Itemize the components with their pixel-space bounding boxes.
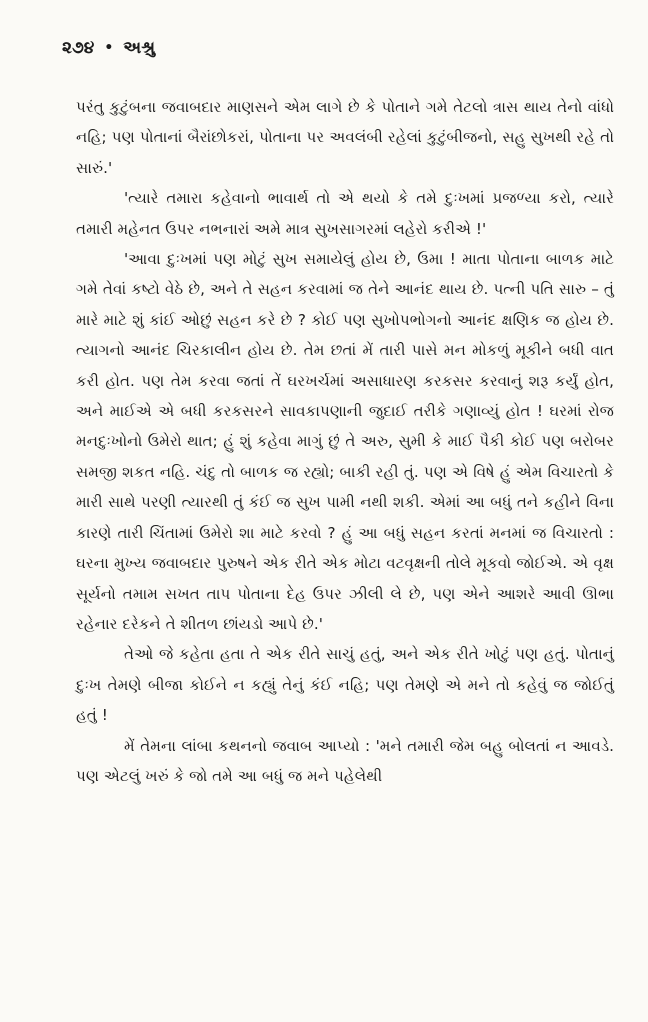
book-title: અશ્રુ: [123, 38, 156, 58]
paragraph-4: તેઓ જે કહેતા હતા તે એક રીતે સાચું હતું, અને એક રીતે ખોટું પણ હતું. પોતાનું દુઃખ તેમણે બીજા કોઈને ન કહ્યું તેનું કંઈ નહિ; પણ તેમણે એ મને તો કહેવું જ જોઈતું હતું !: [76, 645, 614, 725]
paragraph-3: 'આવા દુઃખમાં પણ મોટું સુખ સમાયેલું હોય છે, ઉમા ! માતા પોતાના બાળક માટે ગમે તેવાં કષ્ટો વેઠે છે, અને તે સહન કરવામાં જ તેને આનંદ થાય છે. પત્ની પતિ સારુ – તું મારે માટે શું કાંઈ ઓછું સહન કરે છે ? કોઈ પણ સુખોપભોગનો આનંદ ક્ષણિક જ હોય છે. ત્યાગનો આનંદ ચિરકાલીન હોય છે. તેમ છતાં મેં તારી પાસે મન મોકળું મૂકીને બધી વાત કરી હોત. પણ તેમ કરવા જતાં તેં ઘરખર્ચમાં અસાધારણ કરકસર કરવાનું શરૂ કર્યું હોત, અને માઈએ એ બધી કરકસરને સાવકાપણાની જુદાઈ તરીકે ગણાવ્યું હોત ! ઘરમાં રોજ મનદુઃખોનો ઉમેરો થાત; હું શું કહેવા માગું છું તે અરુ, સુમી કે માઈ પૈકી કોઈ પણ બરોબર સમજી શકત નહિ. ચંદુ તો બાળક જ રહ્યો; બાકી રહી તું. પણ એ વિષે હું એમ વિચારતો કે મારી સાથે પરણી ત્યારથી તું કંઈ જ સુખ પામી નથી શકી. એમાં આ બધું તને કહીને વિના કારણે તારી ચિંતામાં ઉમેરો શા માટે કરવો ? હું આ બધું સહન કરતાં મનમાં જ વિચારતો : ઘરના મુખ્ય જવાબદાર પુરુષને એક રીતે એક મોટા વટવૃક્ષની તોલે મૂકવો જોઈએ. એ વૃક્ષ સૂર્યનો તમામ સખત તાપ પોતાના દેહ ઉપર ઝીલી લે છે, પણ એને આશરે આવી ઊભા રહેનાર દરેકને તે શીતળ છાંયડો આપે છે.': [76, 250, 614, 633]
header-bullet: •: [104, 40, 114, 56]
running-header: [62, 30, 614, 66]
paragraph-5: મેં તેમના લાંબા કથનનો જવાબ આપ્યો : 'મને તમારી જેમ બહુ બોલતાં ન આવડે. પણ એટલું ખરું કે જો તમે આ બધું જ મને પહેલેથી: [76, 736, 614, 785]
body-text: [76, 92, 614, 791]
page-number: ૨૭૪: [62, 38, 95, 58]
paragraph-1: પરંતુ કુટુંબના જવાબદાર માણસને એમ લાગે છે કે પોતાને ગમે તેટલો ત્રાસ થાય તેનો વાંધો નહિ; પણ પોતાનાં બૈરાંછોકરાં, પોતાના પર અવલંબી રહેલાં કુટુંબીજનો, સહુ સુખથી રહે તો સારું.': [76, 98, 614, 177]
paragraph-2: 'ત્યારે તમારા કહેવાનો ભાવાર્થ તો એ થયો કે તમે દુઃખમાં પ્રજળ્યા કરો, ત્યારે તમારી મહેનત ઉપર નભનારાં અમે માત્ર સુખસાગરમાં લહેરો કરીએ !': [76, 189, 614, 238]
